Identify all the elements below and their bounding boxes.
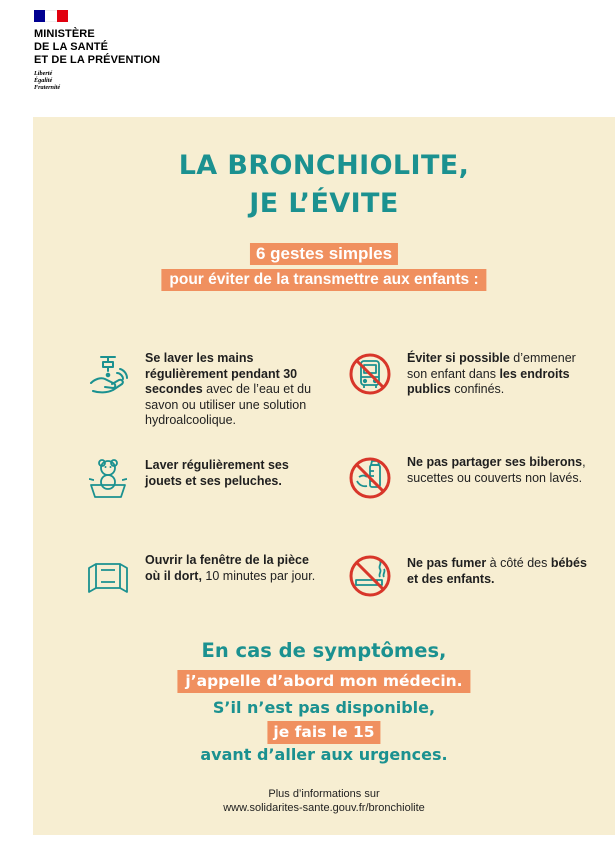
ministry-name <box>34 28 160 67</box>
poster-title-line2: JE L’ÉVITE <box>249 188 399 219</box>
more-info-url: www.solidarites-sante.gouv.fr/bronchiolite <box>223 802 425 814</box>
gesture-text-bold: Laver régulièrement ses jouets et ses peluches. <box>145 458 289 488</box>
no-transport-icon <box>347 351 393 397</box>
gesture-text <box>407 351 597 398</box>
bronchiolitis-poster <box>33 117 615 835</box>
gesture-handwash <box>85 351 325 429</box>
subtitle-highlight-1: 6 gestes simples <box>250 243 398 265</box>
no-smoking-icon <box>347 553 393 599</box>
ministry-line: MINISTÈRE <box>34 28 95 40</box>
gesture-text <box>145 351 325 429</box>
ministry-line: ET DE LA PRÉVENTION <box>34 54 161 66</box>
motto-line: Égalité <box>34 77 53 84</box>
gesture-avoid-public-places <box>347 351 597 398</box>
motto-line: Fraternité <box>34 84 61 91</box>
window-icon <box>85 553 131 599</box>
ministry-logo <box>34 10 160 91</box>
gesture-text <box>145 458 325 489</box>
gesture-text-regular: d’emmener son enfant dans <box>407 351 576 381</box>
gesture-text-regular: confinés. <box>450 382 505 396</box>
gesture-no-smoking <box>347 553 597 599</box>
gesture-no-shared-bottles <box>347 455 597 501</box>
gesture-text-regular: avec de l’eau et du savon ou utiliser une solution hydroalcoolique. <box>145 382 312 427</box>
gesture-open-window <box>85 553 325 599</box>
no-bottle-icon <box>347 455 393 501</box>
before-emergency-text: avant d’aller aux urgences. <box>200 745 448 764</box>
gesture-text <box>407 556 597 587</box>
republic-motto <box>34 70 160 91</box>
gesture-text-bold: Se laver les mains régulièrement pendant 30 secondes <box>145 351 298 396</box>
gesture-text-regular: 10 minutes par jour. <box>201 568 316 583</box>
gesture-text-bold: Éviter si possible <box>407 351 510 365</box>
subtitle-highlight-2: pour éviter de la transmettre aux enfants : <box>161 269 486 291</box>
more-info-label: Plus d’informations sur <box>268 788 380 800</box>
poster-title-line1: LA BRONCHIOLITE, <box>178 150 470 181</box>
gesture-text-bold: les endroits publics <box>407 366 570 396</box>
gesture-text <box>145 553 325 584</box>
call-15-highlight: je fais le 15 <box>267 721 380 744</box>
gesture-text-bold: bébés et des enfants. <box>407 556 587 586</box>
gesture-text-bold: Ne pas partager ses biberons <box>407 455 583 469</box>
gesture-text-regular: à côté des <box>486 556 551 570</box>
doctor-unavailable-text: S’il n’est pas disponible, <box>212 698 436 717</box>
gesture-text <box>407 455 597 486</box>
french-flag-icon <box>34 10 68 22</box>
motto-line: Liberté <box>34 70 53 77</box>
symptoms-heading: En cas de symptômes, <box>201 639 447 662</box>
gesture-text-bold: Ne pas fumer <box>407 556 487 570</box>
teddy-bear-icon <box>85 455 131 501</box>
handwash-icon <box>85 351 131 397</box>
call-doctor-highlight: j’appelle d’abord mon médecin. <box>177 670 470 693</box>
gesture-text-regular: , sucettes ou couverts non lavés. <box>407 455 586 485</box>
ministry-line: DE LA SANTÉ <box>34 41 109 53</box>
gesture-wash-toys <box>85 455 325 501</box>
gesture-text-bold: Ouvrir la fenêtre de la pièce où il dort, <box>145 553 309 583</box>
